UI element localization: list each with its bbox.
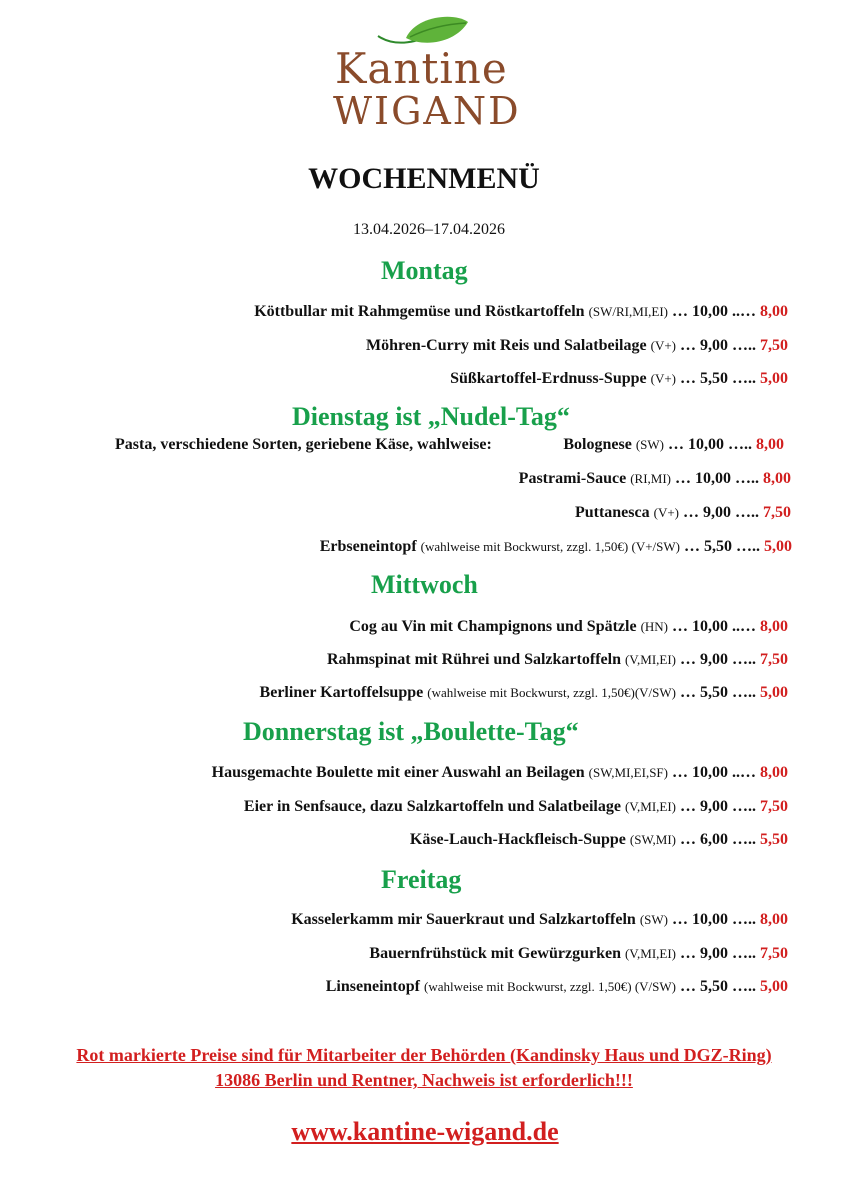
day-heading-montag: Montag — [381, 256, 468, 285]
menu-item: Erbseneintopf (wahlweise mit Bockwurst, zzgl. 1,50€) (V+/SW) … 5,50 ….. 5,00 — [319, 538, 792, 555]
day-heading-donnerstag: Donnerstag ist „Boulette-Tag“ — [243, 717, 579, 746]
menu-item: Hausgemachte Boulette mit einer Auswahl an Beilagen (SW,MI,EI,SF) … 10,00 ..… 8,00 — [211, 764, 788, 781]
day-heading-dienstag: Dienstag ist „Nudel-Tag“ — [292, 402, 570, 431]
page-title: WOCHENMENÜ — [308, 162, 540, 195]
logo-text-wigand: WIGAND — [333, 89, 521, 133]
logo-text-kantine: Kantine — [335, 44, 508, 93]
leaf-icon — [376, 14, 472, 48]
date-range: 13.04.2026–17.04.2026 — [353, 221, 505, 238]
menu-item: Möhren-Curry mit Reis und Salatbeilage (V+) … 9,00 ….. 7,50 — [366, 337, 788, 354]
menu-item: Cog au Vin mit Champignons und Spätzle (HN) … 10,00 ..… 8,00 — [349, 618, 788, 635]
menu-item: Eier in Senfsauce, dazu Salzkartoffeln und Salatbeilage (V,MI,EI) … 9,00 ….. 7,50 — [243, 798, 788, 815]
menu-item: Bauernfrühstück mit Gewürzgurken (V,MI,EI) … 9,00 ….. 7,50 — [369, 945, 788, 962]
menu-item: Puttanesca (V+) … 9,00 ….. 7,50 — [574, 504, 791, 521]
day-heading-freitag: Freitag — [381, 865, 462, 894]
menu-item: Pastrami-Sauce (RI,MI) … 10,00 ….. 8,00 — [518, 470, 791, 487]
menu-item: Bolognese (SW) … 10,00 ….. 8,00 — [563, 436, 784, 453]
menu-item: Süßkartoffel-Erdnuss-Suppe (V+) … 5,50 ….. 5,00 — [450, 370, 788, 387]
menu-item: Kasselerkamm mir Sauerkraut und Salzkartoffeln (SW) … 10,00 ….. 8,00 — [291, 911, 788, 928]
menu-item: Köttbullar mit Rahmgemüse und Röstkartoffeln (SW/RI,MI,EI) … 10,00 ..… 8,00 — [254, 303, 788, 320]
menu-item: Käse-Lauch-Hackfleisch-Suppe (SW,MI) … 6,00 ….. 5,50 — [409, 831, 788, 848]
day-heading-mittwoch: Mittwoch — [371, 570, 478, 599]
menu-item: Berliner Kartoffelsuppe (wahlweise mit Bockwurst, zzgl. 1,50€)(V/SW) … 5,50 ….. 5,00 — [259, 684, 788, 701]
menu-item: Linseneintopf (wahlweise mit Bockwurst, zzgl. 1,50€) (V/SW) … 5,50 ….. 5,00 — [325, 978, 788, 995]
website-link[interactable]: www.kantine-wigand.de — [291, 1117, 559, 1146]
staff-price-note-line1: Rot markierte Preise sind für Mitarbeiter der Behörden (Kandinsky Haus und DGZ-Ring) — [76, 1045, 772, 1065]
pasta-intro: Pasta, verschiedene Sorten, geriebene Käse, wahlweise: — [115, 436, 492, 453]
menu-item: Rahmspinat mit Rührei und Salzkartoffeln (V,MI,EI) … 9,00 ….. 7,50 — [327, 651, 788, 668]
staff-price-note-line2: 13086 Berlin und Rentner, Nachweis ist erforderlich!!! — [215, 1070, 633, 1090]
